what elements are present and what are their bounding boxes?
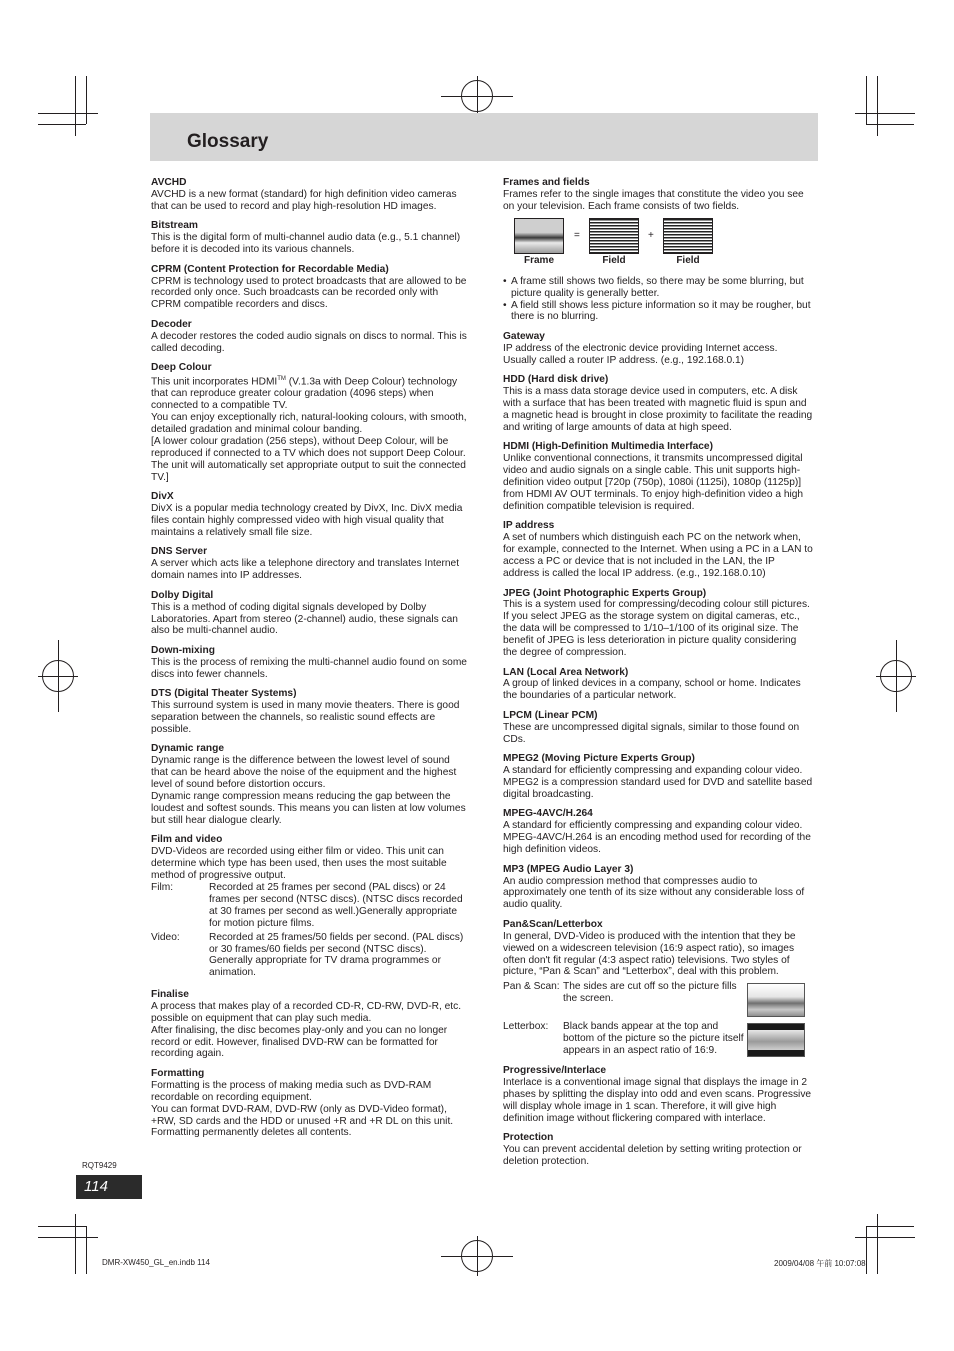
definition: In general, DVD-Video is produced with the intention that they be viewed on a widescreen television (16:9 aspect ratio), so images often don't fit regular (4:3 aspect ratio) televisions. Two styles of picture, “Pan & Scan” and “Letterbox”, deal with this problem. [503, 930, 796, 978]
term: DTS (Digital Theater Systems) [151, 688, 297, 700]
definition: A standard for efficiently compressing and expanding colour video. MPEG2 is a compression standard used for DVD and satellite based digital broadcasting. [503, 765, 813, 800]
term: Formatting [151, 1067, 205, 1079]
entry-hdd [503, 374, 813, 434]
entry-mpeg2 [503, 753, 813, 801]
definition-paragraph: A process that makes play of a recorded CD-R, CD-RW, DVD-R, etc. possible on equipment that can play such media. [151, 1000, 462, 1024]
term: Protection [503, 1132, 554, 1144]
page-number-box [76, 1175, 142, 1199]
entry-mpeg4 [503, 808, 813, 856]
term: Finalise [151, 988, 189, 1000]
entry-lpcm [503, 710, 813, 746]
video-text: Recorded at 25 frames/50 fields per second. (PAL discs) or 30 frames/60 fields per second (NTSC discs). Generally appropriate for TV drama programmes or animation. [209, 931, 464, 979]
definition [151, 1080, 467, 1140]
field-caption: Field [602, 254, 626, 266]
definition-paragraph: After finalising, the disc becomes play-only and you can no longer record or edit. However, finalised DVD-RW can be formatted for recording again. [151, 1024, 448, 1060]
definition [151, 755, 467, 826]
definition-paragraph [151, 374, 467, 412]
term: MP3 (MPEG Audio Layer 3) [503, 863, 634, 875]
term: Pan&Scan/Letterbox [503, 918, 603, 930]
term: Gateway [503, 330, 545, 342]
term: LAN (Local Area Network) [503, 666, 629, 678]
definition: This is the digital form of multi-channel audio data (e.g., 5.1 channel) before it is decoded into its various channels. [151, 232, 461, 256]
film-text: Recorded at 25 frames per second (PAL discs) or 24 frames per second (NTSC discs). (NTSC discs recorded at 30 frames per second as well.)Generally appropriate for motion picture films. [209, 882, 463, 929]
page-number: 114 [84, 1178, 108, 1195]
definition: Frames refer to the single images that constitute the video you see on your television. Each frame consists of two fields. [503, 188, 804, 212]
definition: This is the process of remixing the multi-channel audio found on some discs into fewer channels. [151, 656, 467, 680]
definition: You can prevent accidental deletion by setting writing protection or deletion protection. [503, 1144, 802, 1167]
entry-gateway [503, 331, 813, 367]
film-video-list [151, 882, 467, 981]
definition-paragraph: You can format DVD-RAM, DVD-RW (only as DVD-Video format), +RW, SD cards and the HDD or unused +R and +R DL on this unit. Formatting permanently deletes all contents. [151, 1103, 454, 1139]
definition: This surround system is used in many movie theaters. There is good separation between the channels, so realistic sound effects are possible. [151, 700, 460, 735]
entry-mp3 [503, 864, 813, 912]
definition: AVCHD is a new format (standard) for high definition video cameras that can be used to record and play high-resolution HD images. [151, 188, 457, 212]
frame-caption: Frame [523, 254, 554, 266]
term: IP address [503, 520, 555, 532]
entry-dolby-digital [151, 590, 467, 638]
field-caption: Field [676, 254, 700, 266]
entry-avchd [151, 177, 467, 213]
term: AVCHD [151, 177, 187, 188]
entry-protection [503, 1132, 813, 1168]
definition: Interlace is a conventional image signal that displays the image in 2 phases by splitting the display into odd and even scans. Progressive will display whole image in 1 scan. Therefore, it will give high definition image without flickering compared with interlace. [503, 1076, 812, 1124]
definition: A server which acts like a telephone directory and translates Internet domain names into IP addresses. [151, 558, 460, 582]
footer-filename: DMR-XW450_GL_en.indb 114 [102, 1258, 210, 1267]
term: Decoder [151, 318, 192, 330]
entry-lan [503, 667, 813, 703]
entry-deep-colour [151, 362, 467, 483]
term: Frames and fields [503, 177, 590, 188]
entry-ip-address [503, 520, 813, 580]
letterbox-image [747, 1023, 805, 1057]
definition [151, 374, 467, 484]
term: JPEG (Joint Photographic Experts Group) [503, 587, 707, 599]
term: MPEG2 (Moving Picture Experts Group) [503, 753, 695, 765]
letterbox-label: Letterbox: [503, 1021, 549, 1033]
letterbox-row [503, 1021, 813, 1057]
entry-divx [151, 491, 467, 539]
title-bar [150, 113, 818, 161]
term: Down-mixing [151, 644, 215, 656]
entry-dts [151, 688, 467, 736]
term: DNS Server [151, 546, 208, 558]
term: Bitstream [151, 220, 198, 232]
film-label: Film: [151, 882, 174, 894]
entry-film-and-video [151, 834, 467, 981]
plus-sign: + [648, 229, 654, 241]
definition: This is a method of coding digital signals developed by Dolby Laboratories. Apart from stereo (2-channel) audio, these signals can also be multi-channel audio. [151, 601, 458, 637]
entry-bitstream [151, 220, 467, 256]
definition: This is a system used for compressing/decoding colour still pictures. If you select JPEG as the storage system on digital cameras, etc., the data will be compressed to 1/10–1/100 of its original size. The benefit of JPEG is less deterioration in picture quality considering the degree of compression. [503, 599, 810, 659]
definition-paragraph: Dynamic range compression means reducing the gap between the loudest and softest sounds. This means you can listen at low volumes but still hear dialogue clearly. [151, 791, 466, 826]
bullet-item: • A field still shows less picture information so it may be rougher, but there is no blurring. [503, 300, 813, 324]
pan-scan-text: The sides are cut off so the picture fills the screen. [563, 981, 737, 1005]
entry-dynamic-range [151, 743, 467, 826]
term: HDMI (High-Definition Multimedia Interface) [503, 441, 713, 453]
definition-paragraph: Formatting is the process of making media such as DVD-RAM recordable on recording equipment. [151, 1079, 432, 1103]
definition: A standard for efficiently compressing and expanding colour video. MPEG-4AVC/H.264 is an encoding method used for recording of the high definition videos. [503, 820, 811, 856]
definition: IP address of the electronic device providing Internet access. Usually called a router IP address. (e.g., 192.168.0.1) [503, 342, 778, 366]
field-image [663, 218, 713, 254]
definition: These are uncompressed digital signals, similar to those found on CDs. [503, 721, 800, 745]
term: MPEG-4AVC/H.264 [503, 808, 593, 820]
document-code: RQT9429 [82, 1161, 117, 1170]
entry-decoder [151, 319, 467, 355]
entry-dns-server [151, 546, 467, 582]
term: CPRM (Content Protection for Recordable Media) [151, 263, 389, 275]
footer-timestamp: 2009/04/08 午前 10:07:08 [774, 1259, 866, 1268]
frame-notes [503, 276, 813, 324]
entry-cprm [151, 264, 467, 312]
bullet-item: • A frame still shows two fields, so there may be some blurring, but picture quality is generally better. [503, 276, 813, 300]
entry-finalise [151, 989, 467, 1060]
entry-down-mixing [151, 645, 467, 681]
definition [151, 1001, 467, 1061]
term: LPCM (Linear PCM) [503, 709, 598, 721]
term: DivX [151, 491, 174, 503]
glossary-left-column [151, 177, 467, 1147]
term: Dolby Digital [151, 589, 214, 601]
pan-scan-image [747, 983, 805, 1017]
definition: A group of linked devices in a company, school or home. Indicates the boundaries of a particular network. [503, 678, 801, 702]
definition: CPRM is technology used to protect broadcasts that are allowed to be recorded only once. Such broadcasts can be recorded only with CPRM compatible recorders and discs. [151, 275, 467, 311]
term: Dynamic range [151, 743, 225, 755]
entry-formatting [151, 1068, 467, 1139]
term: HDD (Hard disk drive) [503, 374, 609, 386]
definition: This is a mass data storage device used in computers, etc. A disk with a surface that has been treated with magnetic fluid is spun and a magnetic head is brought in close proximity to facilitate the reading and writing of large amounts of data at high speed. [503, 386, 813, 433]
frame-image [514, 218, 564, 254]
video-label: Video: [151, 931, 180, 943]
definition-paragraph: [A lower colour gradation (256 steps), without Deep Colour, will be reproduced if connected to a TV which does not support Deep Colour. The unit will automatically set appropriate output to suit the connected TV.] [151, 435, 466, 483]
trademark-mark: TM [277, 376, 286, 383]
equals-sign: = [574, 229, 580, 241]
entry-hdmi [503, 441, 813, 512]
definition: DVD-Videos are recorded using either film or video. This unit can determine which type has been used, then uses the most suitable method of progressive output. [151, 846, 447, 882]
definition: Unlike conventional connections, it transmits uncompressed digital video and audio signals on a single cable. This unit supports high-definition video output [720p (750p), 1080i (1125i), 1080p (1125p)] from HDMI AV OUT terminals. To enjoy high-definition video a high definition compatible television is required. [503, 453, 804, 512]
term: Progressive/Interlace [503, 1064, 607, 1076]
definition: A set of numbers which distinguish each PC on the network when, for example, connected to the Internet. When using a PC in a LAN to access a PC or device that is not included in the LAN, the IP address is called the local IP address. (e.g., 192.168.0.10) [503, 532, 813, 580]
entry-progressive-interlace [503, 1065, 813, 1125]
definition: A decoder restores the coded audio signals on discs to normal. This is called decoding. [151, 330, 467, 354]
letterbox-text: Black bands appear at the top and bottom of the picture so the picture itself appears in an aspect ratio of 16:9. [563, 1021, 744, 1057]
entry-frames-and-fields [503, 177, 813, 323]
entry-jpeg [503, 588, 813, 659]
definition: An audio compression method that compresses audio to approximately one tenth of its size without any considerable loss of audio quality. [503, 875, 805, 911]
frame-field-illustration [503, 216, 813, 274]
definition-paragraph: Dynamic range is the difference between the lowest level of sound that can be heard above the noise of the equipment and the highest level of sound before distortion occurs. [151, 755, 457, 791]
pan-scan-row [503, 981, 813, 1017]
definition: DivX is a popular media technology created by DivX, Inc. DivX media files contain highly compressed video with high visual quality that maintains a relatively small file size. [151, 503, 463, 538]
definition-text: (V.1.3a with Deep Colour) technology that can reproduce greater colour gradation (4096 steps) when connected to a compatible TV. [151, 376, 458, 412]
glossary-right-column [503, 177, 813, 1175]
page-title: Glossary [187, 131, 269, 152]
definition-text: This unit incorporates HDMI [151, 376, 278, 388]
term: Film and video [151, 834, 223, 846]
field-image [589, 218, 639, 254]
pan-scan-label: Pan & Scan: [503, 981, 560, 993]
definition-paragraph: You can enjoy exceptionally rich, natural-looking colours, with smooth, detailed gradation and minimal colour banding. [151, 412, 467, 436]
term: Deep Colour [151, 362, 212, 374]
entry-pan-scan-letterbox [503, 919, 813, 1058]
